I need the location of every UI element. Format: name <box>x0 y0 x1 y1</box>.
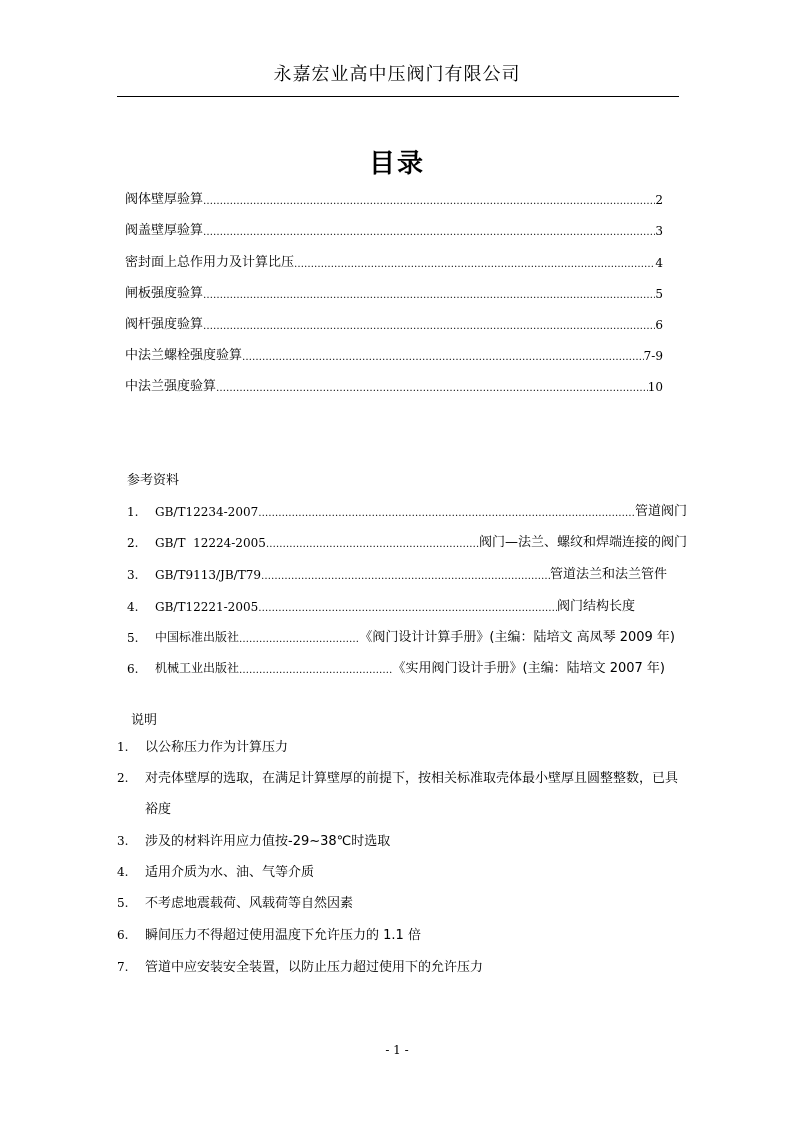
note-number: 3. <box>117 834 129 848</box>
toc-entry[interactable] <box>125 343 663 363</box>
toc-dot-leader <box>242 352 644 363</box>
note-number: 4. <box>117 865 129 879</box>
notes-heading: 说明 <box>131 713 158 728</box>
reference-code: GB/T9113/JB/T79 <box>155 568 261 582</box>
reference-description: 《实用阀门设计手册》(主编：陆培文 2007 年) <box>392 661 665 676</box>
reference-dot-leader <box>258 508 635 519</box>
reference-number: 5. <box>127 631 139 645</box>
reference-description: 阀门—法兰、螺纹和焊端连接的阀门 <box>478 535 687 550</box>
reference-dot-leader <box>258 603 557 614</box>
reference-description: 管道法兰和法兰管件 <box>549 567 667 582</box>
note-text: 对壳体壁厚的选取，在满足计算壁厚的前提下，按相关标准取壳体最小壁厚且圆整整数，已具裕度 <box>145 771 679 817</box>
page-title: 目录 <box>368 149 425 179</box>
reference-item <box>127 594 635 614</box>
reference-item <box>127 499 687 519</box>
toc-entry-label: 阀体壁厚验算 <box>125 192 204 207</box>
toc-dot-leader <box>294 259 655 270</box>
reference-item <box>127 656 665 676</box>
toc-dot-leader <box>203 290 655 301</box>
note-text: 不考虑地震载荷、风载荷等自然因素 <box>145 896 354 911</box>
toc-entry-label: 阀盖壁厚验算 <box>125 223 204 238</box>
reference-item <box>127 530 687 550</box>
note-number: 6. <box>117 928 129 942</box>
reference-number: 2. <box>127 536 139 550</box>
note-text: 涉及的材料许用应力值按-29~38℃时选取 <box>145 834 391 849</box>
reference-code: GB/T12221-2005 <box>155 600 259 614</box>
toc-entry-label: 中法兰强度验算 <box>125 379 217 394</box>
toc-dot-leader <box>203 227 655 238</box>
note-text: 管道中应安装安全装置，以防止压力超过使用下的允许压力 <box>145 960 484 975</box>
toc-entry-page: 2 <box>655 193 663 207</box>
reference-dot-leader <box>239 665 392 676</box>
header-divider <box>117 96 679 97</box>
toc-dot-leader <box>216 383 648 394</box>
reference-code: GB/T12234-2007 <box>155 505 259 519</box>
note-number: 1. <box>117 740 129 754</box>
toc-entry-page: 5 <box>655 287 663 301</box>
note-number: 2. <box>117 771 129 785</box>
reference-dot-leader <box>266 539 479 550</box>
toc-entry-page: 3 <box>655 224 663 238</box>
page-number: - 1 - <box>385 1043 409 1057</box>
toc-entry-label: 中法兰螺栓强度验算 <box>125 348 243 363</box>
references-heading: 参考资料 <box>127 473 180 488</box>
reference-item <box>127 625 675 645</box>
reference-code: 机械工业出版社 <box>155 661 240 675</box>
toc-entry[interactable] <box>125 374 663 394</box>
reference-number: 3. <box>127 568 139 582</box>
toc-entry-page: 6 <box>655 318 663 332</box>
reference-item <box>127 562 667 582</box>
toc-entry[interactable] <box>125 187 663 207</box>
reference-dot-leader <box>239 634 359 645</box>
toc-entry-label: 密封面上总作用力及计算比压 <box>125 255 295 270</box>
reference-code: 中国标准出版社 <box>155 630 240 644</box>
reference-description: 阀门结构长度 <box>556 599 635 614</box>
toc-entry[interactable] <box>125 281 663 301</box>
note-text: 瞬间压力不得超过使用温度下允许压力的 1.1 倍 <box>145 928 421 943</box>
toc-dot-leader <box>203 196 655 207</box>
toc-entry-page: 10 <box>647 380 663 394</box>
note-number: 5. <box>117 896 129 910</box>
reference-dot-leader <box>261 571 550 582</box>
reference-number: 6. <box>127 662 139 676</box>
toc-entry-page: 7-9 <box>643 349 663 363</box>
reference-code: GB/T 12224-2005 <box>155 536 266 550</box>
toc-entry[interactable] <box>125 312 663 332</box>
toc-dot-leader <box>203 321 655 332</box>
note-text: 以公称压力作为计算压力 <box>145 740 289 755</box>
toc-entry-page: 4 <box>655 256 663 270</box>
reference-description: 《阀门设计计算手册》(主编：陆培文 高凤琴 2009 年) <box>359 630 675 645</box>
note-number: 7. <box>117 960 129 974</box>
company-header: 永嘉宏业高中压阀门有限公司 <box>273 64 521 85</box>
reference-description: 管道阀门 <box>634 504 687 519</box>
reference-number: 4. <box>127 600 139 614</box>
note-text: 适用介质为水、油、气等介质 <box>145 865 315 880</box>
toc-entry-label: 闸板强度验算 <box>125 286 204 301</box>
toc-entry-label: 阀杆强度验算 <box>125 317 204 332</box>
toc-entry[interactable] <box>125 250 663 270</box>
reference-number: 1. <box>127 505 139 519</box>
toc-entry[interactable] <box>125 218 663 238</box>
